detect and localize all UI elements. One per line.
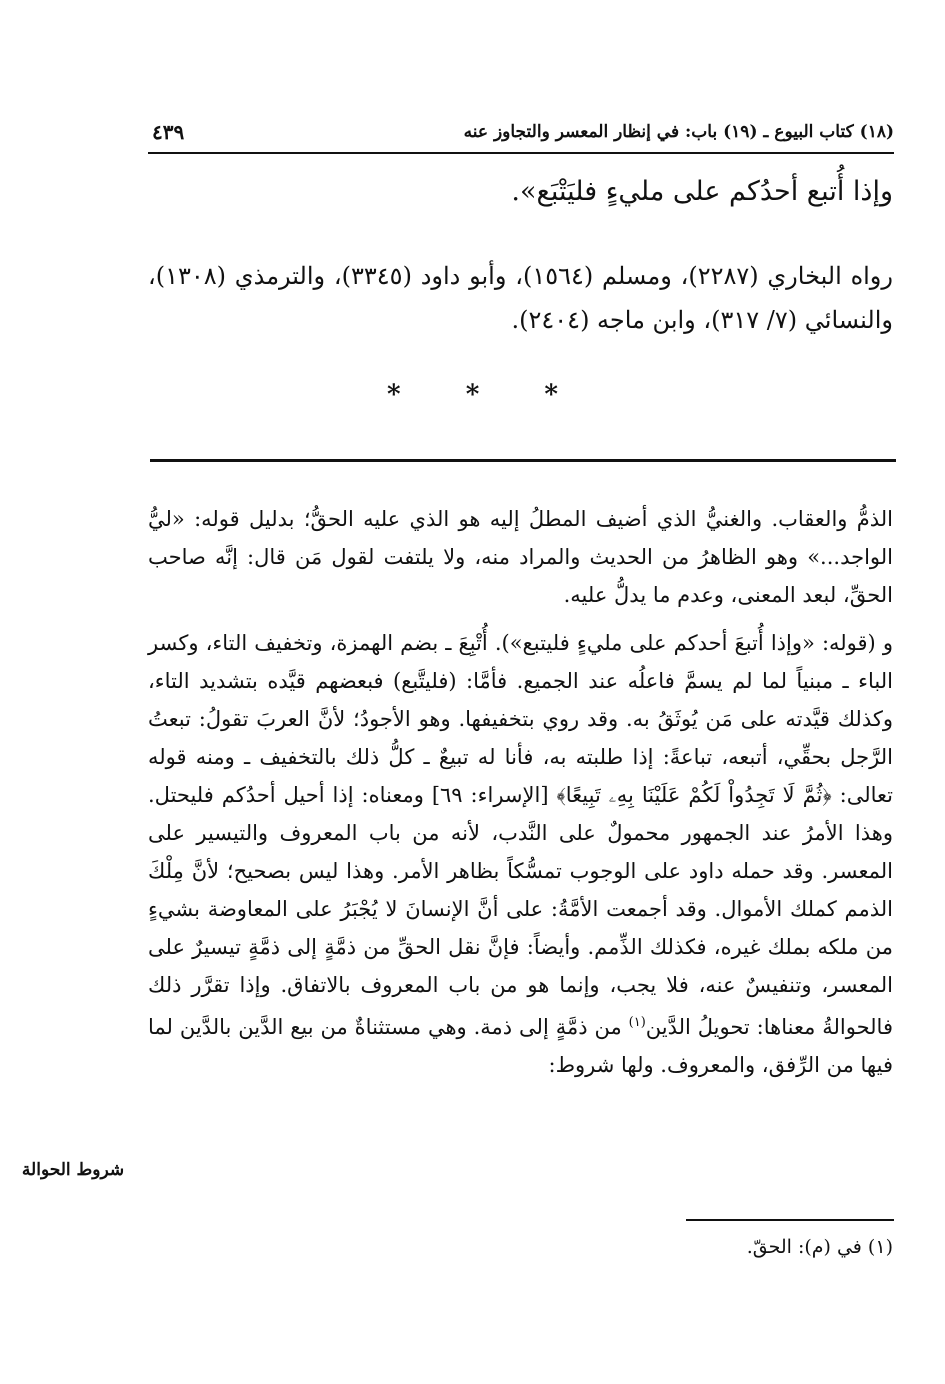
separator-star: * — [544, 380, 558, 410]
footnote-reference: (١) — [628, 1015, 646, 1030]
commentary-paragraph-tail: من ذمَّةٍ إلى ذمة. وهي مستثناةٌ من بيع الدَّين بالدَّين لما فيها من الرِّفق، والمعروف. ولها شروط: — [148, 1015, 893, 1077]
narration-references: رواه البخاري (٢٢٨٧)، ومسلم (١٥٦٤)، وأبو داود (٣٣٤٥)، والترمذي (١٣٠٨)، والنسائي (٧/ ٣١٧)، وابن ماجه (٢٤٠٤). — [148, 262, 893, 334]
margin-note: شروط الحوالة — [21, 1160, 125, 1180]
page-number: ٤٣٩ — [152, 120, 185, 144]
running-header — [148, 118, 894, 154]
commentary-paragraph-body: و (قوله: «وإذا أُتبعَ أحدكم على مليءٍ فليتبع»). أُتْبِعَ ـ بضم الهمزة، وتخفيف التاء، وكسر الباء ـ مبنياً لما لم يسمَّ فاعلُه عند الجميع. فأمَّا: (فليتَّبع) فبعضهم قيَّده بتشديد التاء، وكذلك قيَّدته على مَن يُوثَقُ به. وقد روي بتخفيفها. وهو الأجودُ؛ لأنَّ العربَ تقولُ: تبعتُ الرَّجل بحقِّي، أتبعه، تباعةً: إذا طلبته به، فأنا له تبيعٌ ـ كلُّ ذلك بالتخفيف ـ ومنه قوله تعالى: ﴿ثُمَّ لَا تَجِدُواْ لَكُمْ عَلَيْنَا بِهِۦ تَبِيعًا﴾ [الإسراء: ٦٩] ومعناه: إذا أحيل أحدُكم فليحتل. وهذا الأمرُ عند الجمهور محمولٌ على النَّدب، لأنه من باب المعروف والتيسير على المعسر. وقد حمله داود على الوجوب تمسُّكاً بظاهر الأمر. وهذا ليس بصحيح؛ لأنَّ مِلْكَ الذمم كملك الأموال. وقد أجمعت الأمَّةُ: على أنَّ الإنسانَ لا يُجْبَرُ على المعاوضة بشيءٍ من ملكه بملك غيره، فكذلك الذِّمم. وأيضاً: فإنَّ نقل الحقِّ من ذمَّةٍ إلى ذمَّةٍ تيسيرٌ على المعسر، وتنفيسٌ عنه، فلا يجب، وإنما هو من باب المعروف بالاتفاق. وإذا تقرَّر ذلك فالحوالةُ معناها: تحويلُ الدَّين — [148, 631, 893, 1039]
section-separator — [0, 380, 945, 410]
separator-star: * — [387, 380, 401, 410]
commentary-paragraph: الذمُّ والعقاب. والغنيُّ الذي أضيف المطلُ إليه هو الذي عليه الحقُّ؛ بدليل قوله: «ليُّ الواجد...» وهو الظاهرُ من الحديث والمراد منه، ولا يلتفت لقول مَن قال: إنَّه صاحب الحقِّ، لبعد المعنى، وعدم ما يدلُّ عليه. — [148, 507, 893, 607]
footnote-rule — [686, 1219, 894, 1221]
separator-star: * — [465, 380, 480, 410]
commentary-paragraph — [148, 624, 893, 1084]
hadith-text: وإذا أُتبع أحدُكم على مليءٍ فليَتْبَع». — [511, 176, 893, 207]
commentary-divider — [150, 459, 896, 462]
commentary-text — [148, 500, 893, 1094]
footnote: (١) في (م): الحقّ. — [746, 1236, 893, 1258]
header-title: (١٨) كتاب البيوع ـ (١٩) باب: في إنظار المعسر والتجاوز عنه — [463, 122, 894, 142]
